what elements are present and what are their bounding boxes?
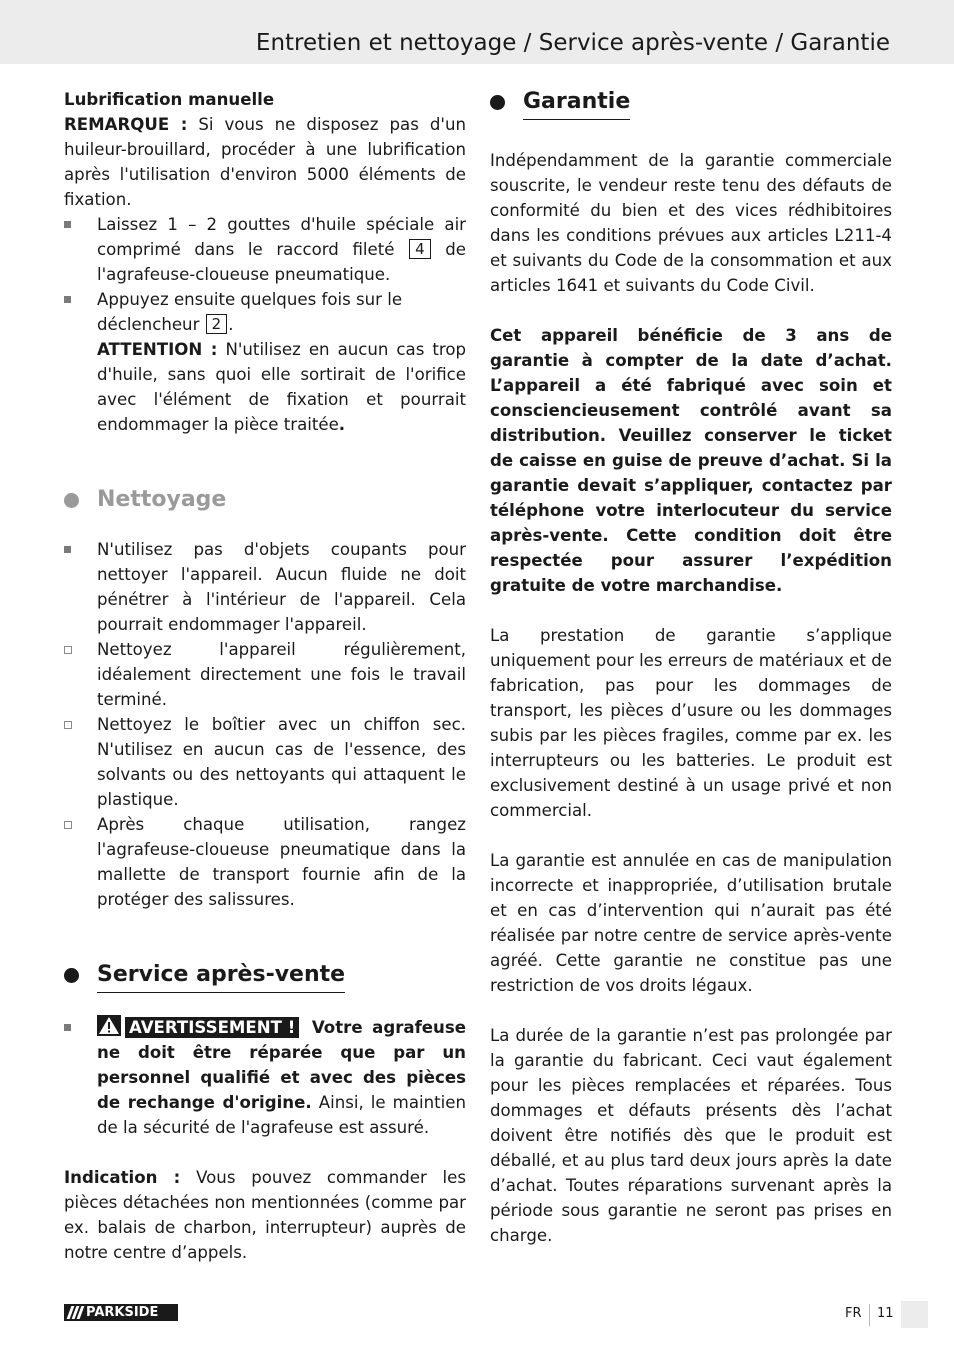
- logo-stripes-icon: [64, 1304, 86, 1321]
- bullet-hollow-square-icon: [64, 646, 72, 654]
- remarque-text: Si vous ne disposez pas d'un huileur-brouillard, procéder à une lubrification après l'utilisation d'environ 5000 éléments de fixation.: [64, 115, 466, 209]
- section-dot-icon: [64, 968, 79, 983]
- footer-divider: [869, 1304, 870, 1326]
- bullet-square-icon: [64, 1024, 71, 1031]
- list-item: [64, 1015, 466, 1140]
- attention-paragraph: [97, 337, 466, 437]
- remarque-paragraph: [64, 112, 466, 212]
- service-heading-text: Service après-vente: [97, 960, 345, 993]
- list-item: [64, 712, 466, 812]
- bullet-hollow-square-icon: [64, 721, 72, 729]
- attention-text: N'utilisez en aucun cas trop d'huile, sans quoi elle sortirait de l'orifice avec l'élément de fixation et pourrait endommager la pièce traitée: [97, 340, 467, 434]
- bullet-hollow-square-icon: [64, 821, 72, 829]
- section-dot-icon: [64, 493, 79, 508]
- garantie-heading: [490, 87, 892, 120]
- garantie-paragraph-3: La prestation de garantie s’applique uniquement pour les erreurs de matériaux et de fabrication, pas pour les dommages de transport, les pièces d’usure ou les dommages subis par les pièces fragiles, comme par ex. les interrupteurs ou les batteries. Le produit est exclusivement destiné à un usage privé et non commercial.: [490, 626, 892, 820]
- bullet-text: Appuyez ensuite quelques fois sur le déclencheur: [97, 290, 403, 334]
- indication-text: Vous pouvez commander les pièces détachées non mentionnées (comme par ex. balais de charbon, interrupteur) auprès de notre centre d’appels.: [64, 1168, 466, 1262]
- bullet-square-icon: [64, 296, 71, 303]
- parkside-logo: [64, 1304, 178, 1321]
- attention-end: .: [338, 415, 346, 434]
- logo-text: PARKSIDE: [86, 1305, 159, 1320]
- lubrification-heading: Lubrification manuelle: [64, 90, 275, 109]
- nettoyage-item-text: Après chaque utilisation, rangez l'agrafeuse-cloueuse pneumatique dans la mallette de transport fournie afin de la protéger des salissures.: [97, 815, 466, 909]
- indication-paragraph: [64, 1165, 466, 1265]
- left-column: [64, 87, 466, 1265]
- attention-label: ATTENTION :: [97, 340, 218, 359]
- nettoyage-item-text: N'utilisez pas d'objets coupants pour nettoyer l'appareil. Aucun fluide ne doit pénétrer à l'intérieur de l'appareil. Cela pourrait endommager l'appareil.: [97, 540, 466, 634]
- list-item: [64, 287, 466, 437]
- part-reference-4: 4: [409, 239, 431, 259]
- list-item: [64, 812, 466, 912]
- garantie-paragraph-1: Indépendamment de la garantie commerciale souscrite, le vendeur reste tenu des défauts de conformité du bien et des vices rédhibitoires dans les conditions prévues aux articles L211-4 et suivants du Code de la consommation et aux articles 1641 et suivants du Code Civil.: [490, 151, 892, 295]
- right-column: [490, 87, 892, 1248]
- nettoyage-heading-text: Nettoyage: [97, 487, 227, 512]
- section-dot-icon: [490, 95, 505, 110]
- header-band: [0, 0, 954, 64]
- remarque-label: REMARQUE :: [64, 115, 188, 134]
- bullet-square-icon: [64, 221, 71, 228]
- warning-badge: AVERTISSEMENT !: [125, 1017, 299, 1038]
- warning-text: Ainsi, le maintien de la sécurité de l'agrafeuse est assuré.: [97, 1093, 466, 1137]
- garantie-paragraph-5: La durée de la garantie n’est pas prolongée par la garantie du fabricant. Ceci vaut également pour les pièces remplacées et réparées. Tous dommages et défauts présents dès l’achat doivent être notifiés dès que le produit est déballé, et au plus tard deux jours après la date d’achat. Toutes réparations survenant après la période sous garantie ne seront pas prises en charge.: [490, 1026, 892, 1245]
- list-item: [64, 637, 466, 712]
- warning-bold-text: Votre agrafeuse ne doit être réparée que par un personnel qualifié et avec des pièces de rechange d'origine.: [97, 1018, 466, 1112]
- nettoyage-item-text: Nettoyez l'appareil régulièrement, idéalement directement une fois le travail terminé.: [97, 640, 466, 709]
- service-heading: [64, 960, 466, 993]
- nettoyage-heading: [64, 485, 466, 515]
- footer-box: [901, 1301, 928, 1328]
- bullet-text: .: [228, 315, 234, 334]
- indication-label: Indication :: [64, 1168, 181, 1187]
- bullet-square-icon: [64, 546, 71, 553]
- bullet-text: Laissez 1 – 2 gouttes d'huile spéciale air comprimé dans le raccord fileté: [97, 215, 466, 259]
- warning-paragraph: [97, 1015, 466, 1140]
- part-reference-2: 2: [206, 314, 228, 334]
- bullet-text: de l'agrafeuse-cloueuse pneumatique.: [97, 240, 466, 284]
- garantie-paragraph-2: Cet appareil bénéficie de 3 ans de garantie à compter de la date d’achat. L’appareil a été fabriqué avec soin et consciencieusement contrôlé avant sa distribution. Veuillez conserver le ticket de caisse en guise de preuve d’achat. Si la garantie devait s’appliquer, contactez par téléphone votre interlocuteur du service après-vente. Cette condition doit être respectée pour assurer l’expédition gratuite de votre marchandise.: [490, 326, 892, 595]
- garantie-heading-text: Garantie: [523, 87, 630, 120]
- nettoyage-item-text: Nettoyez le boîtier avec un chiffon sec. N'utilisez en aucun cas de l'essence, des solvants ou des nettoyants qui attaquent le plastique.: [97, 715, 466, 809]
- list-item: [64, 537, 466, 637]
- page-title: Entretien et nettoyage / Service après-vente / Garantie: [255, 30, 890, 56]
- list-item: [64, 212, 466, 287]
- page-number: 11: [877, 1306, 894, 1321]
- garantie-paragraph-4: La garantie est annulée en cas de manipulation incorrecte et inappropriée, d’utilisation brutale et en cas d’intervention qui n’aurait pas été réalisée par notre centre de service après-vente agréé. Cette garantie ne constitue pas une restriction de vos droits légaux.: [490, 851, 892, 995]
- footer-language: FR: [845, 1306, 862, 1321]
- warning-triangle-icon: [97, 1015, 121, 1036]
